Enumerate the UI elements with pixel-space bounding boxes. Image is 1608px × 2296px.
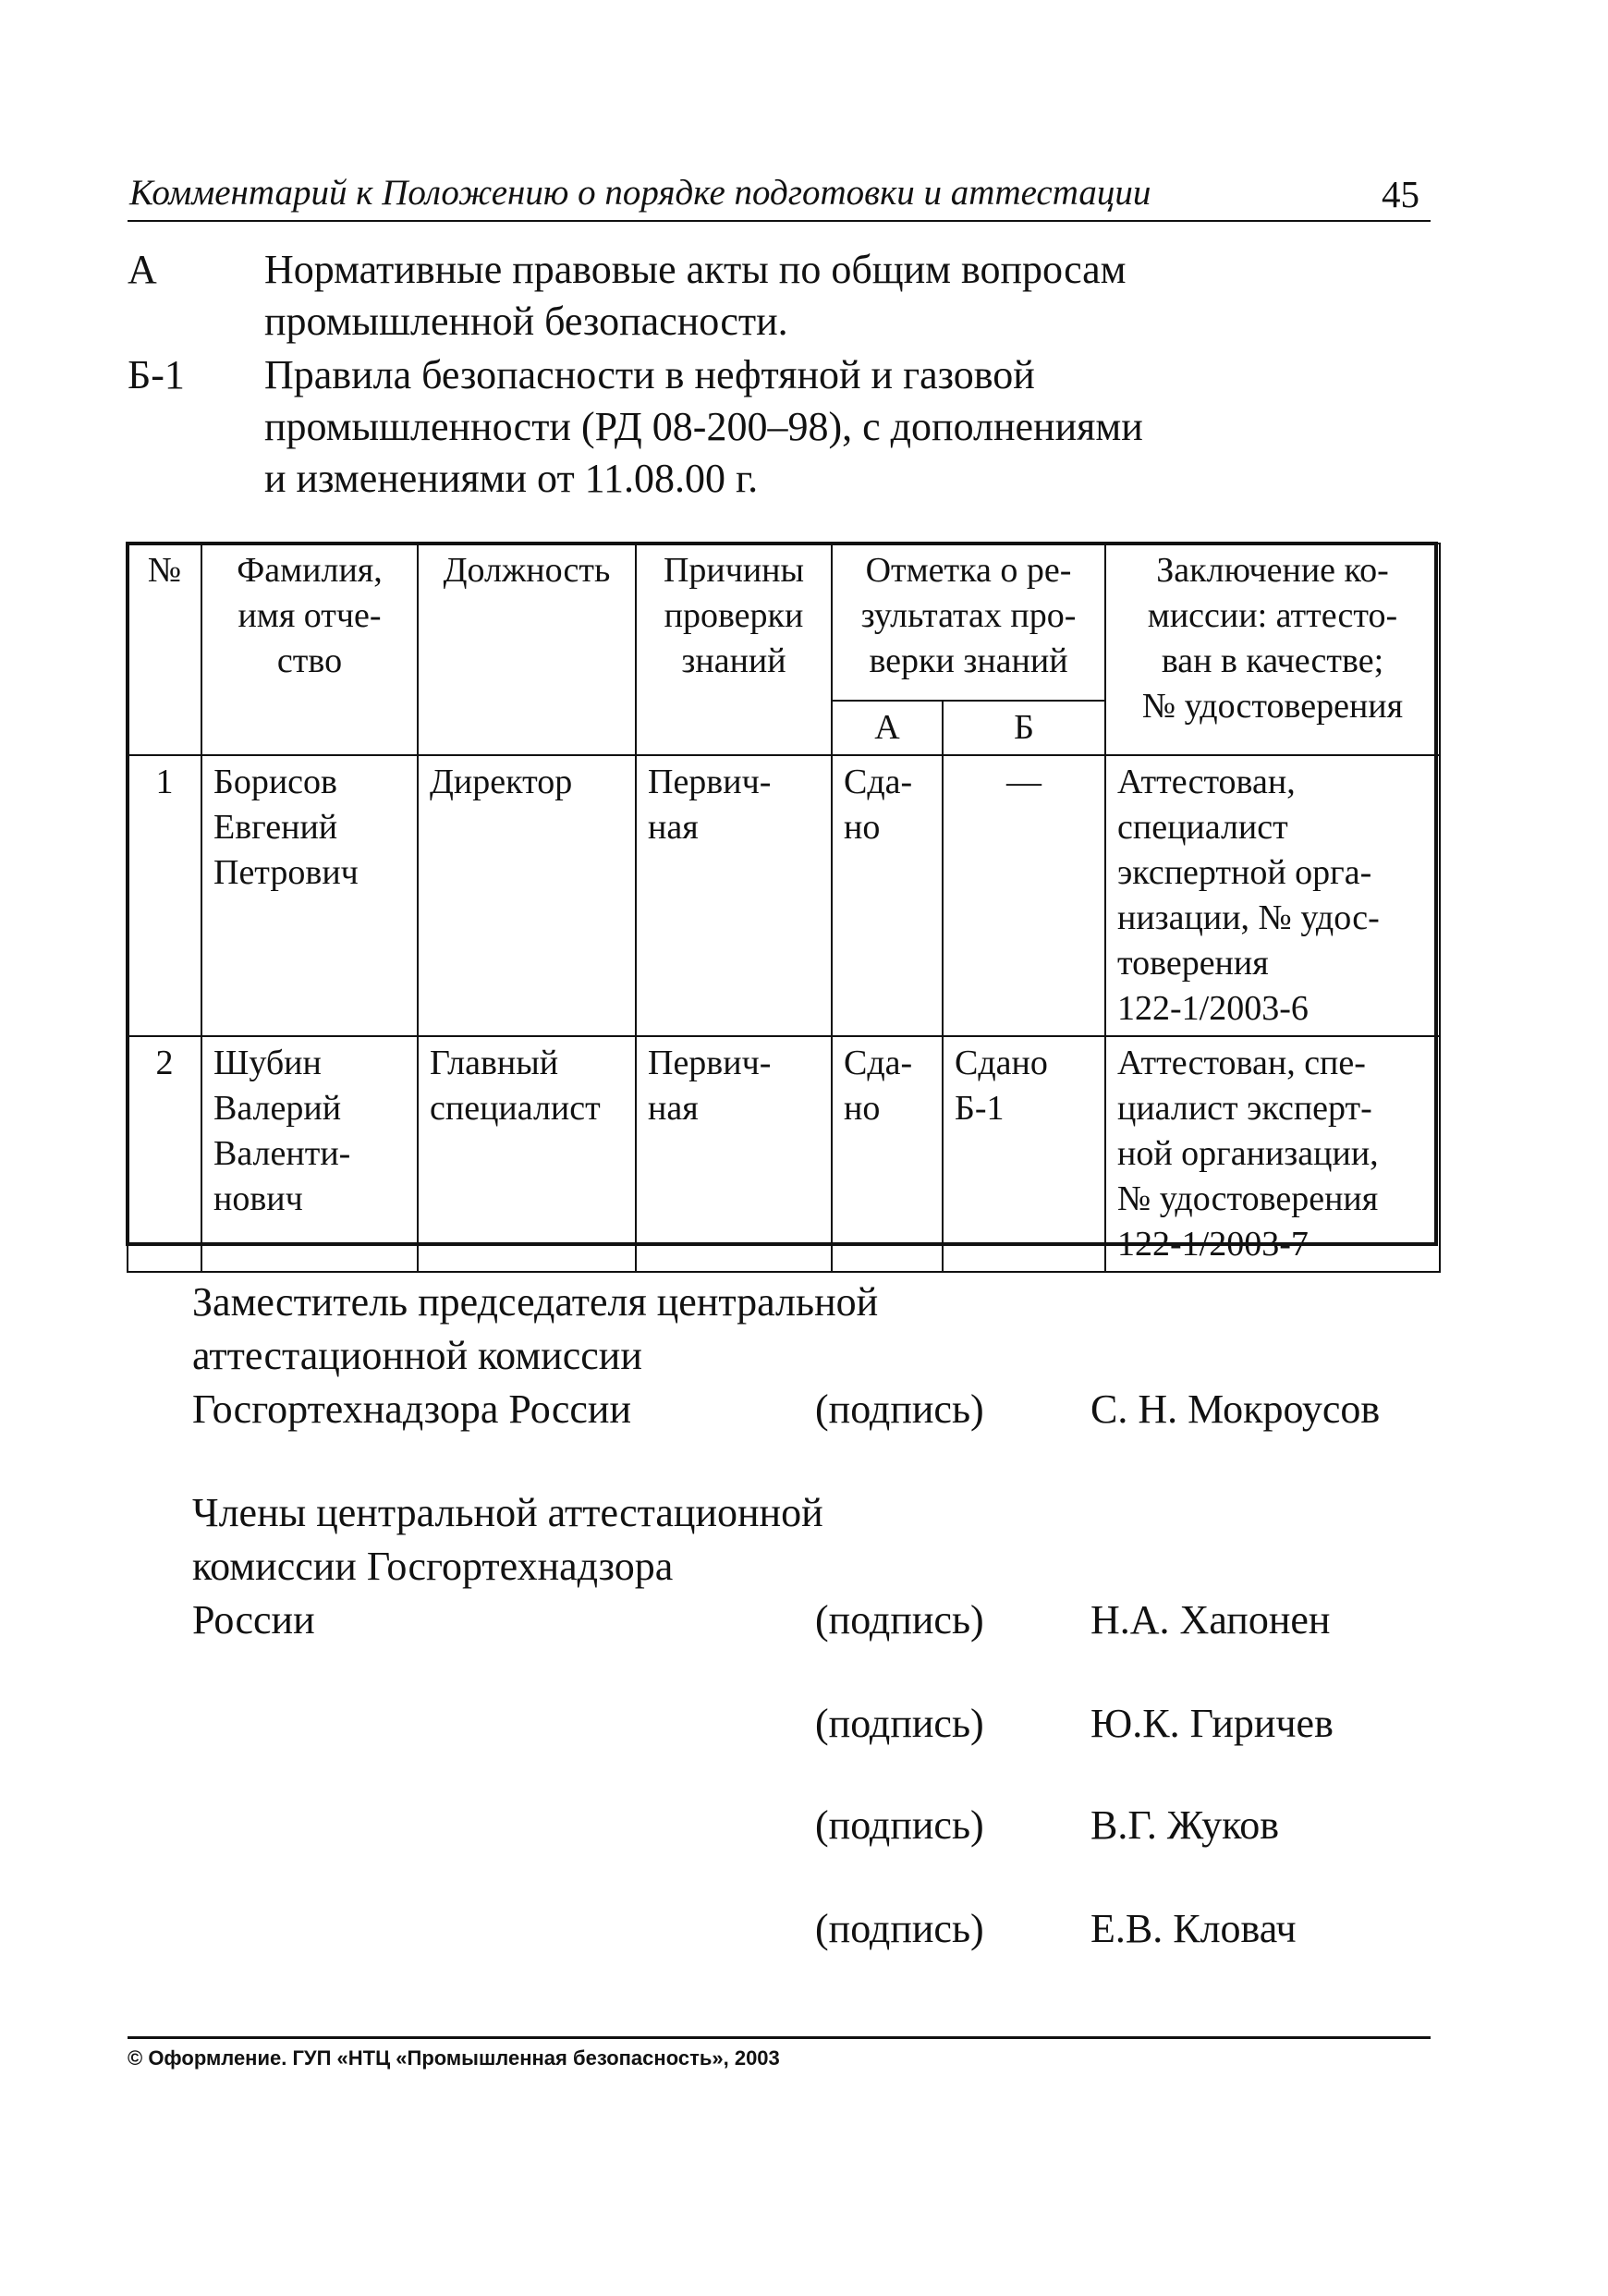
member-signature-label: (подпись) <box>815 1802 984 1848</box>
deputy-title-line: аттестационной комиссии <box>192 1333 642 1378</box>
header-text: зультатах про- <box>860 596 1077 635</box>
header-text: верки знаний <box>869 641 1068 680</box>
header-rule <box>128 220 1431 222</box>
header-position: Должность <box>418 543 636 755</box>
cell-text: Валенти- <box>213 1134 351 1173</box>
header-text: миссии: аттесто- <box>1147 596 1398 635</box>
cell-text: нович <box>213 1179 303 1218</box>
member-name: Е.В. Кловач <box>1090 1906 1297 1951</box>
row-name <box>201 755 418 1036</box>
cell-text: Валерий <box>213 1089 342 1128</box>
header-text: ство <box>276 641 343 680</box>
row-position <box>418 1036 636 1272</box>
running-header-title: Комментарий к Положению о порядке подготовки и аттестации <box>129 173 1151 213</box>
code-a-line: промышленной безопасности. <box>264 299 788 344</box>
cell-text: циалист эксперт- <box>1117 1089 1372 1128</box>
cell-text: Аттестован, спе- <box>1117 1044 1366 1082</box>
header-result-a: А <box>832 701 943 755</box>
member-name: В.Г. Жуков <box>1090 1802 1280 1848</box>
header-text: Причины <box>663 551 805 590</box>
header-result-b: Б <box>943 701 1105 755</box>
row-reason <box>636 755 832 1036</box>
cell-text: Аттестован, <box>1117 763 1296 801</box>
deputy-signature-label: (подпись) <box>815 1386 984 1432</box>
attestation-table <box>127 543 1441 1273</box>
cell-text: Первич- <box>648 1044 772 1082</box>
cell-text: экспертной орга- <box>1117 853 1372 892</box>
code-b1-line: Правила безопасности в нефтяной и газовой <box>264 352 1035 397</box>
header-text: Фамилия, <box>237 551 383 590</box>
members-title-line: России <box>192 1597 315 1643</box>
header-name <box>201 543 418 755</box>
code-a-label: А <box>128 247 157 292</box>
member-name: Н.А. Хапонен <box>1090 1597 1331 1643</box>
header-reason <box>636 543 832 755</box>
deputy-title-line: Заместитель председателя центральной <box>192 1279 879 1325</box>
row-result-a <box>832 755 943 1036</box>
row-result-b <box>943 1036 1105 1272</box>
cell-text: № удостоверения <box>1117 1179 1379 1218</box>
deputy-name: С. Н. Мокроусов <box>1090 1386 1381 1432</box>
cell-text: 122-1/2003-6 <box>1117 989 1309 1028</box>
member-signature-label: (подпись) <box>815 1906 984 1951</box>
table-row <box>128 755 1440 1036</box>
cell-text: низации, № удос- <box>1117 898 1380 937</box>
page-number: 45 <box>1382 173 1419 215</box>
code-a-description <box>264 244 1447 348</box>
cell-text: но <box>844 1089 881 1128</box>
deputy-title <box>192 1276 878 1436</box>
cell-text: товерения <box>1117 944 1269 983</box>
members-title-line: Члены центральной аттестационной <box>192 1490 823 1535</box>
row-reason <box>636 1036 832 1272</box>
row-conclusion <box>1105 1036 1440 1272</box>
deputy-title-line: Госгортехнадзора России <box>192 1386 632 1432</box>
members-title <box>192 1486 823 1647</box>
cell-text: Сда- <box>844 763 913 801</box>
row-conclusion <box>1105 755 1440 1036</box>
cell-text: ная <box>648 1089 699 1128</box>
cell-text: но <box>844 808 881 847</box>
header-text: проверки <box>664 596 804 635</box>
cell-text: Сда- <box>844 1044 913 1082</box>
cell-text: специалист <box>1117 808 1288 847</box>
cell-text: специалист <box>430 1089 601 1128</box>
header-text: Отметка о ре- <box>865 551 1072 590</box>
header-text: имя отче- <box>238 596 382 635</box>
cell-text: 122-1/2003-7 <box>1117 1225 1309 1264</box>
code-b1-line: и изменениями от 11.08.00 г. <box>264 456 759 501</box>
cell-text: Шубин <box>213 1044 322 1082</box>
code-b1-line: промышленности (РД 08-200–98), с дополнениями <box>264 404 1143 449</box>
cell-text: Сдано <box>955 1044 1048 1082</box>
code-b1-description <box>264 349 1447 505</box>
header-text: № удостоверения <box>1141 687 1404 726</box>
copyright-footer: © Оформление. ГУП «НТЦ «Промышленная безопасность», 2003 <box>128 2046 780 2070</box>
code-a-line: Нормативные правовые акты по общим вопросам <box>264 247 1127 292</box>
code-b1-label: Б-1 <box>128 352 185 397</box>
header-conclusion <box>1105 543 1440 755</box>
table-row <box>128 1036 1440 1272</box>
cell-text: Первич- <box>648 763 772 801</box>
header-num: № <box>128 543 201 755</box>
member-name: Ю.К. Гиричев <box>1090 1701 1334 1746</box>
cell-text: Петрович <box>213 853 359 892</box>
header-text: знаний <box>681 641 786 680</box>
cell-text: Главный <box>430 1044 559 1082</box>
cell-text: Б-1 <box>955 1089 1005 1128</box>
cell-text: Борисов <box>213 763 337 801</box>
row-position <box>418 755 636 1036</box>
row-result-b <box>943 755 1105 1036</box>
cell-text: ной организации, <box>1117 1134 1379 1173</box>
header-text: ван в качестве; <box>1161 641 1384 680</box>
member-signature-label: (подпись) <box>815 1701 984 1746</box>
members-title-line: комиссии Госгортехнадзора <box>192 1544 674 1589</box>
row-num: 1 <box>128 755 201 1036</box>
footer-rule <box>128 2036 1431 2039</box>
cell-text: ная <box>648 808 699 847</box>
cell-text: Директор <box>430 763 573 801</box>
row-name <box>201 1036 418 1272</box>
header-text: Заключение ко- <box>1156 551 1389 590</box>
header-results <box>832 543 1105 701</box>
member-signature-label: (подпись) <box>815 1597 984 1643</box>
row-num: 2 <box>128 1036 201 1272</box>
table-header-row <box>128 543 1440 701</box>
row-result-a <box>832 1036 943 1272</box>
cell-text: — <box>1006 763 1042 801</box>
cell-text: Евгений <box>213 808 338 847</box>
